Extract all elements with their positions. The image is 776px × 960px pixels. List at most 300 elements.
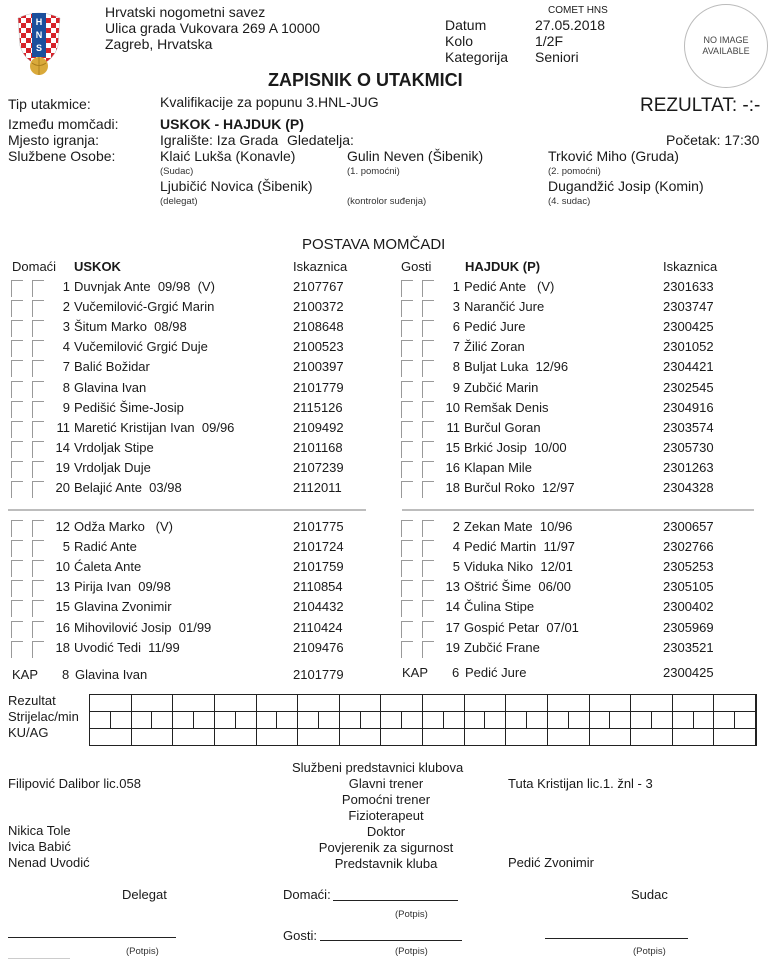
- played-checkbox[interactable]: [11, 560, 23, 577]
- scorer-minute-cell[interactable]: [257, 712, 278, 729]
- played-checkbox[interactable]: [401, 421, 413, 438]
- player-license-id: 2303747: [663, 299, 714, 315]
- played-checkbox[interactable]: [11, 441, 23, 458]
- club-officials-title: Službeni predstavnici klubova: [292, 760, 464, 775]
- teams-value: USKOK - HAJDUK (P): [160, 116, 304, 132]
- no-image-placeholder: [684, 4, 768, 88]
- substitution-checkbox[interactable]: [422, 401, 434, 418]
- played-checkbox[interactable]: [401, 621, 413, 638]
- home-captain-number: 8: [62, 667, 70, 682]
- player-number: 1: [62, 279, 70, 294]
- substitution-checkbox[interactable]: [422, 540, 434, 557]
- result-cell[interactable]: [381, 695, 423, 712]
- result-cell[interactable]: [673, 695, 715, 712]
- substitution-checkbox[interactable]: [422, 641, 434, 658]
- result-cell[interactable]: [215, 695, 257, 712]
- played-checkbox[interactable]: [11, 641, 23, 658]
- away-captain-label: KAP: [402, 665, 429, 680]
- away-id-header: Iskaznica: [663, 259, 718, 274]
- result-cell[interactable]: [714, 695, 756, 712]
- date-value: 27.05.2018: [535, 17, 606, 33]
- substitution-checkbox[interactable]: [32, 520, 44, 537]
- substitution-checkbox[interactable]: [32, 540, 44, 557]
- round-label: Kolo: [445, 33, 474, 49]
- result-cell[interactable]: [173, 695, 215, 712]
- no-image-text-2: AVAILABLE: [702, 46, 750, 56]
- home-official-name: Ivica Babić: [8, 839, 71, 854]
- played-checkbox[interactable]: [401, 381, 413, 398]
- substitution-checkbox[interactable]: [32, 401, 44, 418]
- home-official-name: Filipović Dalibor lic.058: [8, 776, 141, 791]
- cards-cell[interactable]: [673, 729, 715, 745]
- player-license-id: 2100372: [293, 299, 344, 315]
- scorer-minute-cell[interactable]: [631, 712, 652, 729]
- player-number: 7: [62, 359, 70, 375]
- scorer-minute-cell[interactable]: [590, 712, 611, 729]
- substitution-checkbox[interactable]: [32, 381, 44, 398]
- player-license-id: 2301263: [663, 459, 714, 475]
- official-role-label: Predstavnik kluba: [334, 856, 438, 871]
- result-cell[interactable]: [506, 695, 548, 712]
- home-captain-name: Glavina Ivan: [75, 667, 148, 682]
- scorer-minute-cell[interactable]: [735, 712, 756, 729]
- player-number: 3: [452, 299, 460, 315]
- player-name: Pedić Ante (V): [464, 279, 555, 294]
- scorer-minute-cell[interactable]: [506, 712, 527, 729]
- cards-cell[interactable]: [423, 729, 465, 745]
- scorer-minute-cell[interactable]: [132, 712, 153, 729]
- player-name: Radić Ante: [74, 539, 137, 555]
- played-checkbox[interactable]: [401, 540, 413, 557]
- category-value: Seniori: [535, 49, 579, 65]
- player-number: 9: [452, 379, 460, 395]
- scorer-minute-cell[interactable]: [236, 712, 257, 729]
- player-license-id: 2109476: [293, 639, 344, 655]
- player-name: Zubčić Frane: [464, 639, 540, 655]
- played-checkbox[interactable]: [401, 360, 413, 377]
- player-license-id: 2104432: [293, 599, 344, 615]
- player-number: 13: [445, 579, 460, 595]
- player-license-id: 2101759: [293, 559, 344, 575]
- svg-text:H: H: [35, 17, 43, 27]
- federation-city: Zagreb, Hrvatska: [105, 36, 213, 52]
- official-role: (4. sudac): [548, 196, 591, 207]
- played-checkbox[interactable]: [401, 580, 413, 597]
- substitution-checkbox[interactable]: [422, 520, 434, 537]
- official-role-label: Doktor: [366, 824, 406, 839]
- player-number: 19: [55, 459, 70, 475]
- result-cell[interactable]: [423, 695, 465, 712]
- played-checkbox[interactable]: [401, 300, 413, 317]
- result-cell[interactable]: [465, 695, 507, 712]
- venue-label: Mjesto igranja:: [8, 132, 100, 148]
- player-license-id: 2305253: [663, 559, 714, 575]
- substitution-checkbox[interactable]: [422, 340, 434, 357]
- official-name: Trković Miho (Gruda): [548, 148, 679, 164]
- scorer-minute-cell[interactable]: [610, 712, 631, 729]
- substitution-checkbox[interactable]: [32, 600, 44, 617]
- home-official-name: Nikica Tole: [8, 823, 71, 838]
- cards-cell[interactable]: [340, 729, 382, 745]
- cards-cell[interactable]: [173, 729, 215, 745]
- home-id-header: Iskaznica: [293, 259, 348, 274]
- player-number: 5: [62, 539, 70, 555]
- played-checkbox[interactable]: [11, 320, 23, 337]
- played-checkbox[interactable]: [11, 600, 23, 617]
- cards-cell[interactable]: [548, 729, 590, 745]
- player-license-id: 2112011: [293, 480, 342, 495]
- player-name: Žilić Zoran: [464, 339, 525, 355]
- substitution-checkbox[interactable]: [422, 381, 434, 398]
- scorer-minute-cell[interactable]: [569, 712, 590, 729]
- scorer-minute-cell[interactable]: [173, 712, 194, 729]
- scorer-minute-cell[interactable]: [444, 712, 465, 729]
- cards-cell[interactable]: [215, 729, 257, 745]
- player-license-id: 2110854: [293, 579, 343, 595]
- scorer-minute-cell[interactable]: [402, 712, 423, 729]
- player-license-id: 2101775: [293, 519, 344, 534]
- player-license-id: 2107239: [293, 459, 344, 475]
- player-number: 7: [452, 339, 460, 355]
- played-checkbox[interactable]: [401, 401, 413, 418]
- cards-cell[interactable]: [90, 729, 132, 745]
- substitution-checkbox[interactable]: [32, 560, 44, 577]
- substitution-checkbox[interactable]: [32, 360, 44, 377]
- player-license-id: 2100397: [293, 359, 344, 375]
- player-name: Odža Marko (V): [74, 519, 173, 534]
- round-value: 1/2F: [535, 33, 564, 49]
- substitution-checkbox[interactable]: [32, 481, 44, 498]
- referee-signature-line[interactable]: [545, 938, 688, 939]
- home-team-name: USKOK: [74, 259, 121, 274]
- played-checkbox[interactable]: [11, 520, 23, 537]
- official-role: (2. pomoćni): [548, 166, 601, 177]
- player-license-id: 2101168: [293, 439, 343, 455]
- player-name: Šitum Marko 08/98: [74, 319, 187, 335]
- player-license-id: 2305105: [663, 579, 714, 595]
- cards-cell[interactable]: [381, 729, 423, 745]
- substitution-checkbox[interactable]: [32, 280, 44, 297]
- substitution-checkbox[interactable]: [422, 280, 434, 297]
- player-name: Vučemilović-Grgić Marin: [74, 299, 215, 315]
- result-label: REZULTAT: -:-: [640, 95, 761, 116]
- scorer-minute-cell[interactable]: [277, 712, 298, 729]
- player-number: 8: [452, 359, 460, 375]
- home-captain-label: KAP: [12, 667, 39, 682]
- substitution-checkbox[interactable]: [422, 621, 434, 638]
- player-number: 18: [55, 639, 70, 655]
- substitution-checkbox[interactable]: [422, 360, 434, 377]
- federation-address: Ulica grada Vukovara 269 A 10000: [105, 20, 321, 36]
- scorer-minute-cell[interactable]: [298, 712, 319, 729]
- substitution-checkbox[interactable]: [422, 421, 434, 438]
- player-name: Viduka Niko 12/01: [464, 559, 573, 575]
- official-name: Klaić Lukša (Konavle): [160, 148, 296, 164]
- scorer-minute-cell[interactable]: [548, 712, 569, 729]
- scorer-minute-cell[interactable]: [152, 712, 173, 729]
- player-license-id: 2305730: [663, 439, 714, 455]
- scorer-minute-cell[interactable]: [714, 712, 735, 729]
- home-official-name: Nenad Uvodić: [8, 855, 90, 870]
- scorer-minute-cell[interactable]: [423, 712, 444, 729]
- player-name: Gospić Petar 07/01: [464, 619, 579, 635]
- scorer-minute-cell[interactable]: [673, 712, 694, 729]
- delegate-signature-line[interactable]: [8, 937, 176, 938]
- played-checkbox[interactable]: [401, 340, 413, 357]
- substitution-checkbox[interactable]: [422, 600, 434, 617]
- player-name: Maretić Kristijan Ivan 09/96: [74, 419, 235, 435]
- player-name: Oštrić Šime 06/00: [464, 579, 571, 595]
- cards-cell[interactable]: [132, 729, 174, 745]
- played-checkbox[interactable]: [11, 621, 23, 638]
- played-checkbox[interactable]: [11, 421, 23, 438]
- player-number: 15: [55, 599, 70, 615]
- player-name: Mihovilović Josip 01/99: [74, 619, 212, 635]
- player-number: 19: [445, 639, 460, 655]
- player-license-id: 2304328: [663, 480, 714, 495]
- player-license-id: 2101724: [293, 539, 344, 555]
- substitution-checkbox[interactable]: [32, 300, 44, 317]
- player-name: Duvnjak Ante 09/98 (V): [74, 279, 215, 294]
- cards-cell[interactable]: [714, 729, 756, 745]
- player-number: 10: [55, 559, 70, 575]
- scorer-minute-cell[interactable]: [465, 712, 486, 729]
- player-number: 11: [56, 419, 70, 435]
- played-checkbox[interactable]: [401, 320, 413, 337]
- player-license-id: 2304916: [663, 399, 714, 415]
- player-number: 14: [445, 599, 460, 615]
- player-license-id: 2300402: [663, 599, 714, 615]
- played-checkbox[interactable]: [11, 300, 23, 317]
- played-checkbox[interactable]: [401, 600, 413, 617]
- scorer-minute-cell[interactable]: [90, 712, 111, 729]
- substitution-checkbox[interactable]: [32, 621, 44, 638]
- scorer-minute-cell[interactable]: [111, 712, 132, 729]
- substitution-checkbox[interactable]: [32, 340, 44, 357]
- played-checkbox[interactable]: [401, 481, 413, 498]
- played-checkbox[interactable]: [401, 641, 413, 658]
- player-number: 2: [452, 519, 460, 534]
- played-checkbox[interactable]: [401, 461, 413, 478]
- substitution-checkbox[interactable]: [32, 461, 44, 478]
- player-name: Zubčić Marin: [464, 379, 539, 395]
- svg-text:S: S: [35, 43, 43, 53]
- official-role: (kontrolor suđenja): [347, 196, 427, 207]
- substitution-checkbox[interactable]: [422, 461, 434, 478]
- played-checkbox[interactable]: [401, 520, 413, 537]
- player-license-id: 2100523: [293, 339, 344, 355]
- player-name: Glavina Zvonimir: [74, 599, 172, 615]
- scorer-minute-cell[interactable]: [194, 712, 215, 729]
- grid-row-label-scorer: Strijelac/min: [8, 709, 79, 724]
- player-license-id: 2108648: [293, 319, 344, 335]
- substitution-checkbox[interactable]: [422, 300, 434, 317]
- played-checkbox[interactable]: [11, 401, 23, 418]
- played-checkbox[interactable]: [401, 280, 413, 297]
- cards-cell[interactable]: [506, 729, 548, 745]
- cards-cell[interactable]: [257, 729, 299, 745]
- played-checkbox[interactable]: [401, 441, 413, 458]
- played-checkbox[interactable]: [11, 280, 23, 297]
- official-role-label: Glavni trener: [348, 776, 424, 791]
- player-number: 10: [445, 399, 460, 415]
- player-license-id: 2302766: [663, 539, 714, 555]
- player-number: 20: [55, 480, 70, 495]
- away-side-label: Gosti: [401, 259, 432, 274]
- player-license-id: 2300657: [663, 519, 714, 534]
- grid-row-label-result: Rezultat: [8, 693, 56, 708]
- teams-label: Između momčadi:: [8, 116, 119, 132]
- substitution-checkbox[interactable]: [32, 320, 44, 337]
- scorer-minute-cell[interactable]: [652, 712, 673, 729]
- player-name: Čulina Stipe: [464, 599, 535, 615]
- scorer-minute-cell[interactable]: [485, 712, 506, 729]
- page-title: ZAPISNIK O UTAKMICI: [268, 70, 463, 90]
- scorer-minute-cell[interactable]: [694, 712, 715, 729]
- home-sign-label: Domaći:: [283, 887, 331, 902]
- federation-name: Hrvatski nogometni savez: [105, 4, 266, 20]
- player-license-id: 2303521: [663, 639, 714, 655]
- scorer-minute-cell[interactable]: [527, 712, 548, 729]
- player-name: Brkić Josip 10/00: [464, 439, 567, 455]
- player-name: Pedić Jure: [464, 319, 526, 335]
- spectators-label: Gledatelja:: [287, 132, 354, 148]
- player-name: Zekan Mate 10/96: [464, 519, 573, 534]
- played-checkbox[interactable]: [11, 360, 23, 377]
- result-cell[interactable]: [631, 695, 673, 712]
- substitution-checkbox[interactable]: [32, 421, 44, 438]
- away-official-name: Tuta Kristijan lic.1. žnl - 3: [508, 776, 653, 791]
- home-side-label: Domaći: [12, 259, 57, 274]
- player-name: Burčul Roko 12/97: [464, 480, 575, 495]
- cards-cell[interactable]: [298, 729, 340, 745]
- referee-label: Sudac: [631, 887, 668, 902]
- scorer-minute-cell[interactable]: [340, 712, 361, 729]
- player-license-id: 2302545: [663, 379, 714, 395]
- substitution-checkbox[interactable]: [422, 441, 434, 458]
- official-role-label: Povjerenik za sigurnost: [318, 840, 454, 855]
- result-cell[interactable]: [257, 695, 299, 712]
- bottom-stub-line: [8, 958, 70, 959]
- substitution-checkbox[interactable]: [32, 641, 44, 658]
- played-checkbox[interactable]: [11, 540, 23, 557]
- player-license-id: 2301052: [663, 339, 714, 355]
- player-number: 14: [55, 439, 70, 455]
- substitution-checkbox[interactable]: [422, 320, 434, 337]
- official-name: Ljubičić Novica (Šibenik): [160, 178, 313, 194]
- kickoff-time: Početak: 17:30: [666, 132, 760, 148]
- played-checkbox[interactable]: [11, 340, 23, 357]
- result-cell[interactable]: [90, 695, 132, 712]
- result-cell[interactable]: [590, 695, 632, 712]
- official-role: (Sudac): [160, 166, 194, 177]
- away-captain-number: 6: [452, 665, 460, 680]
- player-number: 17: [445, 619, 460, 635]
- home-signature-line[interactable]: [333, 900, 458, 901]
- delegate-signature-hint: (Potpis): [126, 946, 159, 957]
- substitution-checkbox[interactable]: [422, 580, 434, 597]
- player-number: 9: [62, 399, 70, 415]
- player-number: 3: [62, 319, 70, 335]
- away-official-name: Pedić Zvonimir: [508, 855, 594, 870]
- away-team-name: HAJDUK (P): [465, 259, 541, 274]
- official-role: (1. pomoćni): [347, 166, 400, 177]
- player-name: Vrdoljak Stipe: [74, 439, 154, 455]
- played-checkbox[interactable]: [11, 461, 23, 478]
- scorer-minute-cell[interactable]: [319, 712, 340, 729]
- player-number: 11: [446, 419, 460, 435]
- player-number: 2: [62, 299, 70, 315]
- referee-signature-hint: (Potpis): [633, 946, 666, 957]
- result-cell[interactable]: [340, 695, 382, 712]
- substitution-checkbox[interactable]: [422, 560, 434, 577]
- no-image-text-1: NO IMAGE: [703, 35, 749, 45]
- player-number: 4: [452, 539, 460, 555]
- result-cell[interactable]: [548, 695, 590, 712]
- player-name: Buljat Luka 12/96: [464, 359, 569, 375]
- player-license-id: 2301633: [663, 279, 714, 294]
- substitution-checkbox[interactable]: [32, 580, 44, 597]
- player-name: Burčul Goran: [464, 419, 541, 435]
- delegate-label: Delegat: [122, 887, 167, 902]
- home-signature-hint: (Potpis): [395, 909, 428, 920]
- player-number: 1: [452, 279, 460, 294]
- official-role: (delegat): [160, 196, 198, 207]
- result-cell[interactable]: [132, 695, 174, 712]
- played-checkbox[interactable]: [11, 580, 23, 597]
- player-name: Pedić Martin 11/97: [464, 539, 576, 555]
- away-divider: [402, 509, 754, 511]
- player-number: 6: [452, 319, 460, 335]
- substitution-checkbox[interactable]: [422, 481, 434, 498]
- cards-cell[interactable]: [590, 729, 632, 745]
- player-name: Glavina Ivan: [74, 379, 147, 395]
- player-name: Ćaleta Ante: [74, 559, 142, 575]
- player-license-id: 2115126: [293, 399, 343, 415]
- played-checkbox[interactable]: [11, 381, 23, 398]
- player-name: Uvodić Tedi 11/99: [74, 639, 180, 655]
- svg-text:N: N: [35, 30, 43, 40]
- result-cell[interactable]: [298, 695, 340, 712]
- played-checkbox[interactable]: [11, 481, 23, 498]
- player-license-id: 2304421: [663, 359, 714, 375]
- away-signature-line[interactable]: [320, 940, 462, 941]
- player-number: 8: [62, 379, 70, 395]
- away-sign-label: Gosti:: [283, 928, 317, 943]
- scorer-minute-cell[interactable]: [381, 712, 402, 729]
- player-name: Pirija Ivan 09/98: [74, 579, 171, 595]
- scorer-minute-cell[interactable]: [361, 712, 382, 729]
- scorer-minute-cell[interactable]: [215, 712, 236, 729]
- cards-cell[interactable]: [465, 729, 507, 745]
- match-type-label: Tip utakmice:: [8, 96, 91, 112]
- away-captain-id: 2300425: [663, 665, 714, 680]
- player-number: 16: [445, 459, 460, 475]
- player-name: Balić Božidar: [74, 359, 150, 375]
- date-label: Datum: [445, 17, 487, 33]
- played-checkbox[interactable]: [401, 560, 413, 577]
- player-name: Remšak Denis: [464, 399, 549, 415]
- player-license-id: 2303574: [663, 419, 714, 435]
- official-role-label: Fizioterapeut: [348, 808, 424, 823]
- home-divider: [8, 509, 366, 511]
- player-license-id: 2300425: [663, 319, 714, 335]
- hns-logo: [16, 8, 62, 76]
- lineup-title: POSTAVA MOMČADI: [302, 236, 446, 253]
- substitution-checkbox[interactable]: [32, 441, 44, 458]
- player-number: 4: [62, 339, 70, 355]
- cards-cell[interactable]: [631, 729, 673, 745]
